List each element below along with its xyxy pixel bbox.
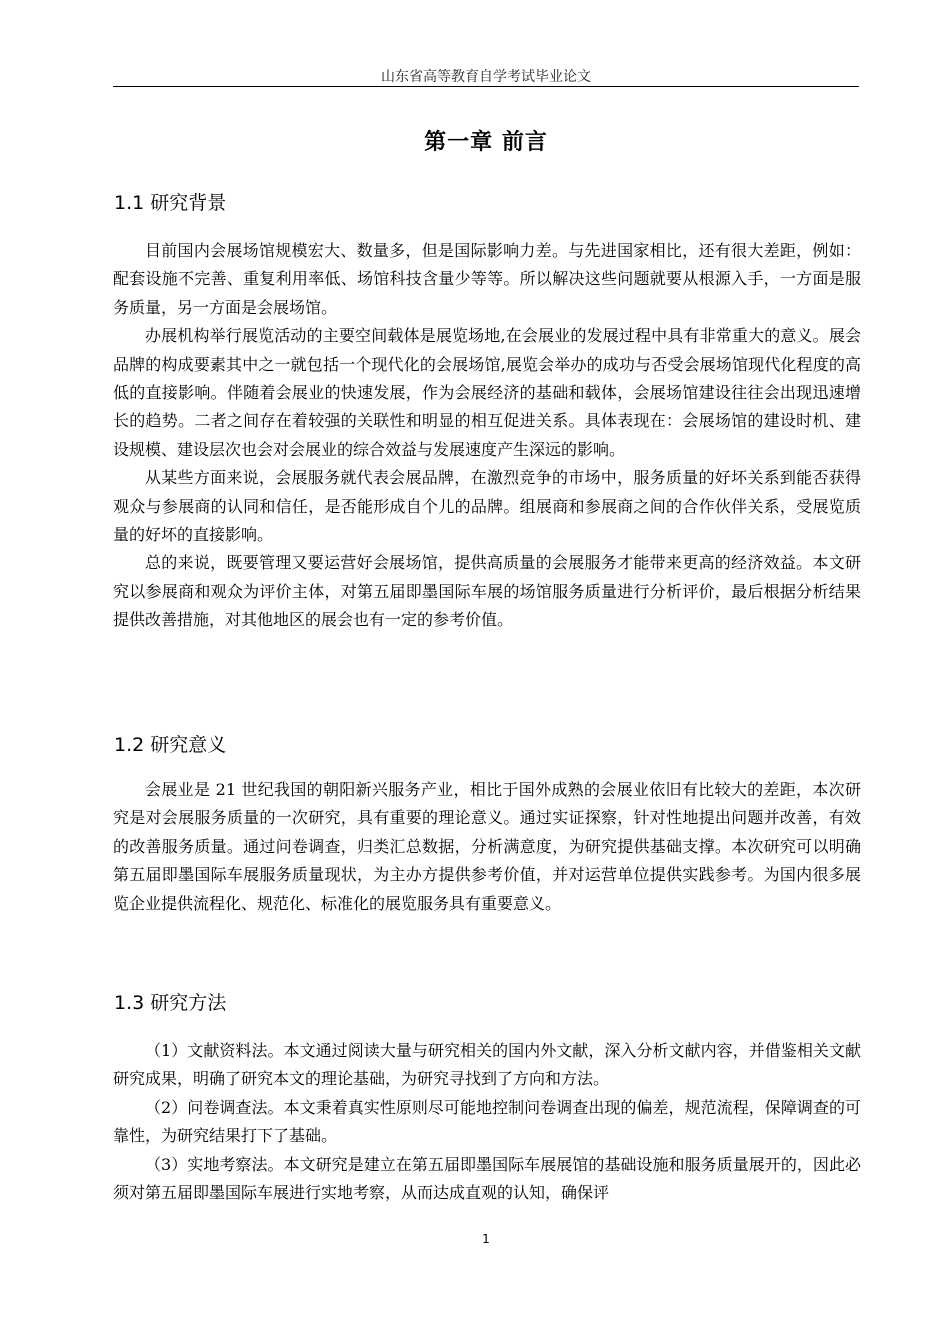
paragraph: 办展机构举行展览活动的主要空间载体是展览场地,在会展业的发展过程中具有非常重大的意义。展会品牌的构成要素其中之一就包括一个现代化的会展场馆,展览会举办的成功与否受会展场馆现代化程度的高低的直接影响。伴随着会展业的快速发展，作为会展经济的基础和载体，会展场馆建设往往会出现迅速增长的趋势。二者之间存在着较强的关联性和明显的相互促进关系。具体表现在：会展场馆的建设时机、建设规模、建设层次也会对会展业的综合效益与发展速度产生深远的影响。 [113, 326, 861, 459]
paragraph: 会展业是 21 世纪我国的朝阳新兴服务产业，相比于国外成熟的会展业依旧有比较大的差距，本次研究是对会展服务质量的一次研究，具有重要的理论意义。通过实证探察，针对性地提出问题并改善，有效的改善服务质量。通过问卷调查，归类汇总数据，分析满意度，为研究提供基础支撑。本次研究可以明确第五届即墨国际车展服务质量现状，为主办方提供参考价值，并对运营单位提供实践参考。为国内很多展览企业提供流程化、规范化、标准化的展览服务具有重要意义。 [113, 780, 861, 913]
section-heading-1-1: 1.1 研究背景 [114, 192, 227, 214]
section-heading-1-2: 1.2 研究意义 [114, 734, 227, 756]
section-body-1-3 [113, 1037, 861, 1207]
section-body-1-2 [113, 776, 861, 918]
chapter-title: 第一章 前言 [424, 130, 548, 155]
page-number: 1 [482, 1232, 490, 1246]
header-rule [113, 86, 859, 87]
paragraph: 从某些方面来说，会展服务就代表会展品牌，在激烈竞争的市场中，服务质量的好坏关系到能否获得观众与参展商的认同和信任，是否能形成自个儿的品牌。组展商和参展商之间的合作伙伴关系，受展览质量的好坏的直接影响。 [113, 468, 861, 545]
section-body-1-1 [113, 237, 861, 635]
paragraph: （1）文献资料法。本文通过阅读大量与研究相关的国内外文献，深入分析文献内容，并借鉴相关文献研究成果，明确了研究本文的理论基础，为研究寻找到了方向和方法。 [113, 1041, 861, 1089]
paragraph: 总的来说，既要管理又要运营好会展场馆，提供高质量的会展服务才能带来更高的经济效益。本文研究以参展商和观众为评价主体，对第五届即墨国际车展的场馆服务质量进行分析评价，最后根据分析结果提供改善措施，对其他地区的展会也有一定的参考价值。 [113, 553, 861, 630]
paragraph: （2）问卷调查法。本文秉着真实性原则尽可能地控制问卷调查出现的偏差，规范流程，保障调查的可靠性，为研究结果打下了基础。 [113, 1097, 861, 1146]
paragraph: （3）实地考察法。本文研究是建立在第五届即墨国际车展展馆的基础设施和服务质量展开的，因此必须对第五届即墨国际车展进行实地考察，从而达成直观的认知，确保评 [113, 1154, 861, 1203]
running-header: 山东省高等教育自学考试毕业论文 [381, 69, 591, 85]
paragraph: 目前国内会展场馆规模宏大、数量多，但是国际影响力差。与先进国家相比，还有很大差距，例如：配套设施不完善、重复利用率低、场馆科技含量少等等。所以解决这些问题就要从根源入手，一方面是服务质量，另一方面是会展场馆。 [113, 241, 861, 317]
section-heading-1-3: 1.3 研究方法 [114, 992, 227, 1014]
